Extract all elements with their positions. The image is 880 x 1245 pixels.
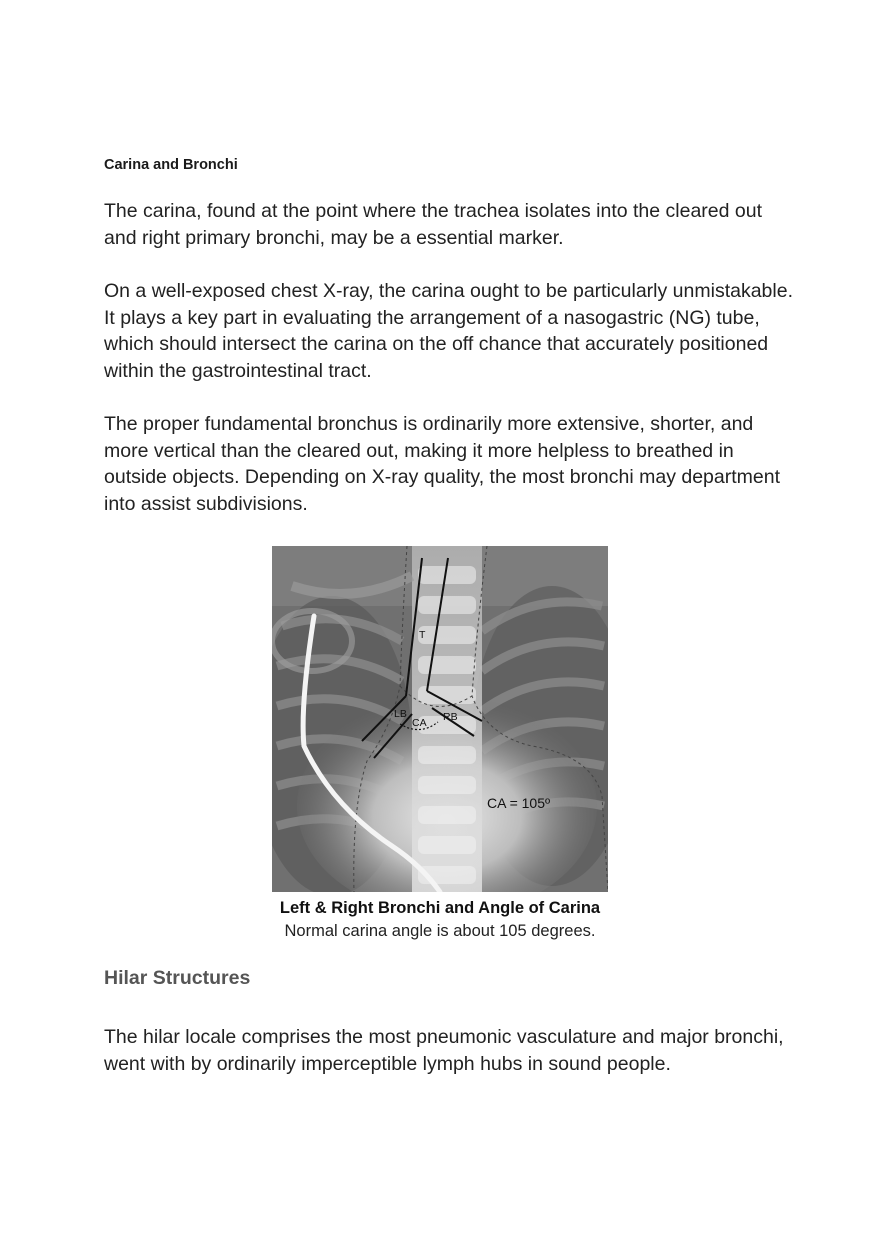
figure-caption-text: Normal carina angle is about 105 degrees. xyxy=(284,922,596,940)
chest-xray-figure xyxy=(272,546,608,892)
section-title: Carina and Bronchi xyxy=(104,157,238,173)
paragraph-carina-xray: On a well-exposed chest X-ray, the carina ought to be particularly unmistakable. It plays a key part in evaluating the arrangement of a nasogastric (NG) tube, which should intersect the carina on the off chance that accurately positioned within the gastrointestinal tract. xyxy=(104,280,793,382)
label-right-bronchus: RB xyxy=(443,711,458,723)
label-carina-angle: CA xyxy=(412,717,427,729)
paragraph-hilar: The hilar locale comprises the most pneumonic vasculature and major bronchi, went with by ordinarily imperceptible lymph hubs in sound people. xyxy=(104,1026,784,1075)
label-angle-measurement: CA = 105º xyxy=(487,795,551,811)
xray-image xyxy=(272,546,608,892)
label-left-bronchus: LB xyxy=(394,708,407,720)
label-trachea: T xyxy=(419,629,426,641)
hilar-heading: Hilar Structures xyxy=(104,967,251,989)
paragraph-carina-intro: The carina, found at the point where the trachea isolates into the cleared out and right primary bronchi, may be a essential marker. xyxy=(104,200,763,249)
figure-caption-title: Left & Right Bronchi and Angle of Carina xyxy=(279,899,601,917)
paragraph-right-bronchus: The proper fundamental bronchus is ordinarily more extensive, shorter, and more vertical than the cleared out, making it more helpless to breathed in outside objects. Depending on X-ray quality, the most bronchi may department into assist subdivisions. xyxy=(104,413,781,515)
